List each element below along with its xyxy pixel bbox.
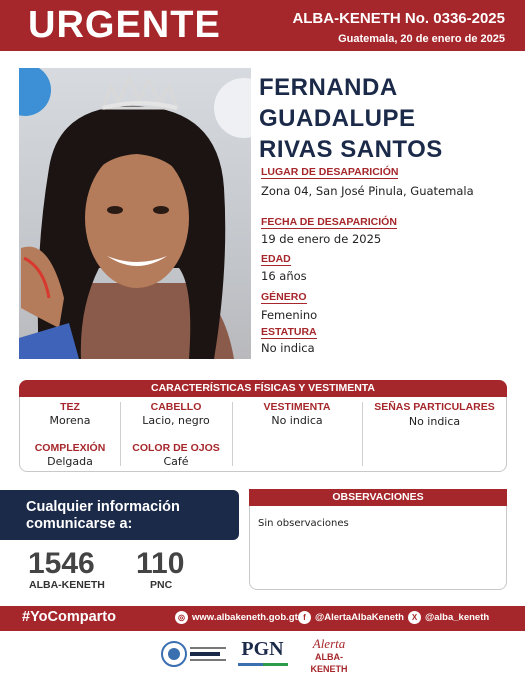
gender-label: GÉNERO	[261, 291, 307, 303]
pgn-logo	[235, 637, 290, 671]
urgent-title: URGENTE	[28, 4, 221, 46]
government-seal-logo	[160, 637, 230, 671]
characteristics-title: CARACTERÍSTICAS FÍSICAS Y VESTIMENTA	[19, 380, 507, 397]
facebook-icon: f	[298, 611, 311, 624]
senas-value: No indica	[408, 415, 461, 428]
cabello-label: CABELLO	[150, 401, 202, 413]
height-label: ESTATURA	[261, 326, 317, 338]
alert-date: Guatemala, 20 de enero de 2025	[338, 33, 505, 45]
contact-line-2: comunicarse a:	[26, 516, 133, 532]
website-link[interactable]	[175, 611, 298, 624]
complexion-label: COMPLEXIÓN	[34, 442, 106, 454]
person-name	[259, 72, 509, 165]
observations-text: Sin observaciones	[258, 518, 349, 529]
alba-text: ALBA-KENETH	[310, 652, 348, 674]
alerta-text: Alerta	[312, 636, 346, 651]
ojos-label: COLOR DE OJOS	[132, 442, 220, 454]
age-label: EDAD	[261, 253, 291, 265]
contact-text	[26, 499, 180, 533]
tez-label: TEZ	[60, 401, 80, 413]
pgn-underline	[238, 663, 288, 666]
alerta-alba-keneth-logo	[298, 636, 360, 674]
name-line-1: FERNANDA	[259, 74, 398, 101]
name-line-3: RIVAS SANTOS	[259, 136, 443, 163]
missing-person-photo	[19, 68, 251, 359]
facebook-link[interactable]	[298, 611, 404, 624]
phone-label-alba: ALBA-KENETH	[29, 579, 105, 591]
tez-value: Morena	[49, 414, 91, 427]
place-label: LUGAR DE DESAPARICIÓN	[261, 166, 399, 178]
pgn-text: PGN	[241, 638, 284, 660]
web-icon: ◎	[175, 611, 188, 624]
contact-line-1: Cualquier información	[26, 499, 180, 515]
vestimenta-label: VESTIMENTA	[263, 401, 331, 413]
place-value: Zona 04, San José Pinula, Guatemala	[261, 184, 474, 198]
senas-label: SEÑAS PARTICULARES	[374, 401, 495, 413]
x-icon: X	[408, 611, 421, 624]
vestimenta-value: No indica	[271, 414, 323, 427]
website-text: www.albakeneth.gob.gt	[192, 612, 298, 623]
gender-value: Femenino	[261, 308, 318, 322]
ojos-value: Café	[163, 455, 189, 468]
cabello-value: Lacio, negro	[142, 414, 210, 427]
twitter-link[interactable]	[408, 611, 489, 624]
age-value: 16 años	[261, 269, 307, 283]
twitter-text: @alba_keneth	[425, 612, 490, 623]
complexion-value: Delgada	[47, 455, 93, 468]
observations-title: OBSERVACIONES	[249, 489, 507, 506]
phone-number-pnc[interactable]: 110	[136, 547, 185, 580]
name-line-2: GUADALUPE	[259, 105, 416, 132]
height-value: No indica	[261, 341, 315, 355]
phone-number-alba[interactable]: 1546	[28, 547, 95, 580]
facebook-text: @AlertaAlbaKeneth	[315, 612, 404, 623]
alert-number: ALBA-KENETH No. 0336-2025	[292, 10, 505, 27]
hashtag: #YoComparto	[22, 609, 116, 625]
phone-label-pnc: PNC	[150, 579, 173, 591]
date-label: FECHA DE DESAPARICIÓN	[261, 216, 397, 228]
date-value: 19 de enero de 2025	[261, 232, 382, 246]
